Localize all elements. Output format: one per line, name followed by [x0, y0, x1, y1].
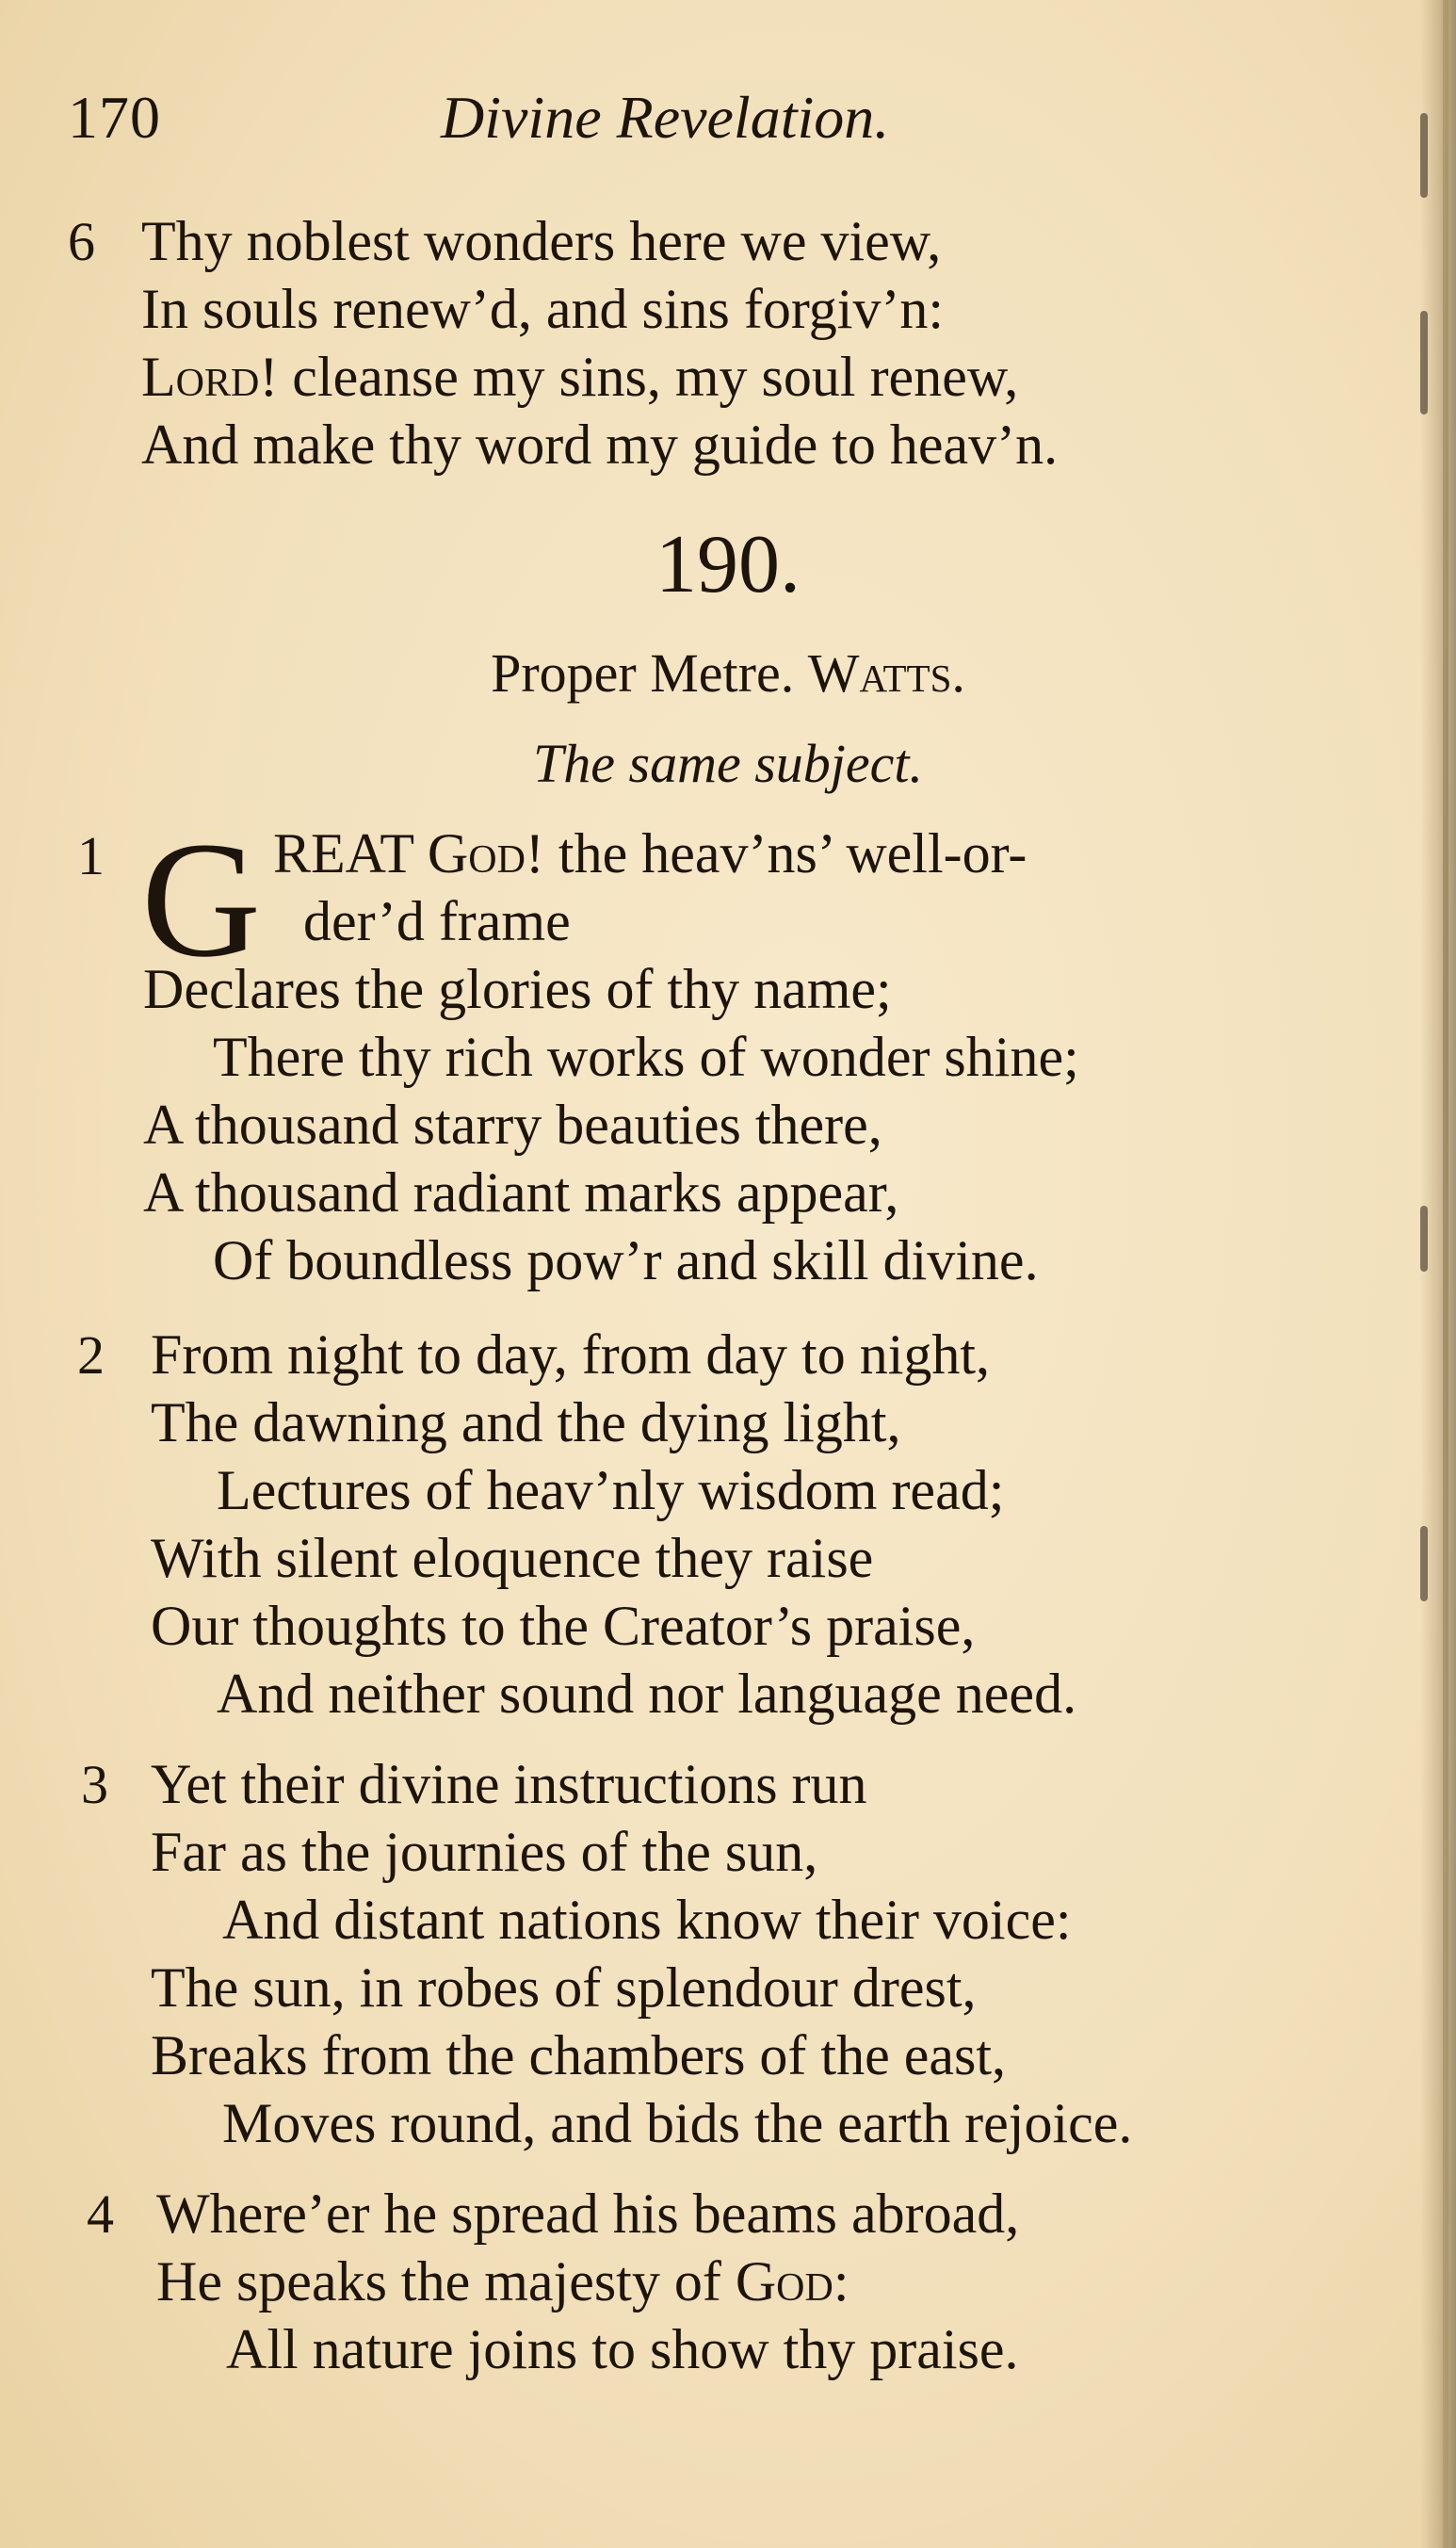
- running-header: [68, 83, 1386, 168]
- ink-bleed-mark: [1420, 311, 1428, 414]
- verse-line: Moves round, and bids the earth rejoice.: [222, 2092, 1133, 2154]
- meter-label: Proper Metre.: [491, 642, 795, 704]
- verse-line: Lectures of heav’nly wisdom read;: [217, 1459, 1005, 1521]
- page-number: 170: [68, 84, 161, 151]
- verse-number: 3: [81, 1754, 108, 1815]
- hymn-meter-line: [0, 642, 1456, 704]
- verse-line: Yet their divine instructions run: [151, 1753, 867, 1815]
- verse-line: The sun, in robes of splendour drest,: [151, 1956, 977, 2019]
- verse-line: Lord! cleanse my sins, my soul renew,: [141, 346, 1019, 408]
- verse-line: Breaks from the chambers of the east,: [151, 2024, 1006, 2086]
- ink-bleed-mark: [1420, 1206, 1428, 1272]
- verse-line: From night to day, from day to night,: [151, 1323, 991, 1386]
- verse-line: With silent eloquence they raise: [151, 1527, 874, 1589]
- verse-line: And make thy word my guide to heav’n.: [141, 414, 1059, 476]
- lord-word: Lord: [141, 346, 260, 408]
- verse-line: There thy rich works of wonder shine;: [213, 1026, 1079, 1088]
- verse-number: 4: [87, 2183, 114, 2245]
- hymn-number: 190.: [655, 519, 801, 610]
- verse-line: The dawning and the dying light,: [151, 1391, 901, 1453]
- verse-line: der’d frame: [303, 890, 571, 952]
- verse-line: All nature joins to show thy praise.: [226, 2318, 1019, 2380]
- verse-line: And neither sound nor language need.: [217, 1663, 1077, 1725]
- verse-line: In souls renew’d, and sins forgiv’n:: [141, 278, 945, 340]
- verse-number: 2: [77, 1324, 105, 1386]
- page-binding-strip: [1443, 0, 1448, 2548]
- ink-bleed-mark: [1420, 113, 1428, 198]
- hymn-subject: The same subject.: [533, 733, 923, 794]
- verse-line: A thousand starry beauties there,: [143, 1094, 882, 1156]
- verse-line: Declares the glories of thy name;: [143, 958, 892, 1020]
- running-title: Divine Revelation.: [441, 84, 890, 151]
- verse-line: Where’er he spread his beams abroad,: [156, 2183, 1020, 2245]
- verse-line: Our thoughts to the Creator’s praise,: [151, 1595, 976, 1657]
- verse-line: REAT God! the heav’ns’ well-or-: [273, 822, 1027, 884]
- verse-number: 1: [77, 825, 105, 886]
- verse-line: Of boundless pow’r and skill divine.: [213, 1229, 1039, 1291]
- ink-bleed-mark: [1420, 1526, 1428, 1601]
- verse-line: Far as the journies of the sun,: [151, 1821, 818, 1883]
- author-name: Watts.: [807, 642, 965, 704]
- god-word: God: [735, 2250, 833, 2313]
- verse-number: 6: [68, 211, 95, 272]
- verse-line: He speaks the majesty of God:: [156, 2250, 849, 2313]
- verse-line: Thy noblest wonders here we view,: [141, 210, 942, 272]
- god-word: God: [427, 822, 526, 884]
- verse-line: And distant nations know their voice:: [222, 1889, 1072, 1951]
- verse-line: A thousand radiant marks appear,: [143, 1161, 899, 1224]
- drop-cap: G: [141, 808, 262, 992]
